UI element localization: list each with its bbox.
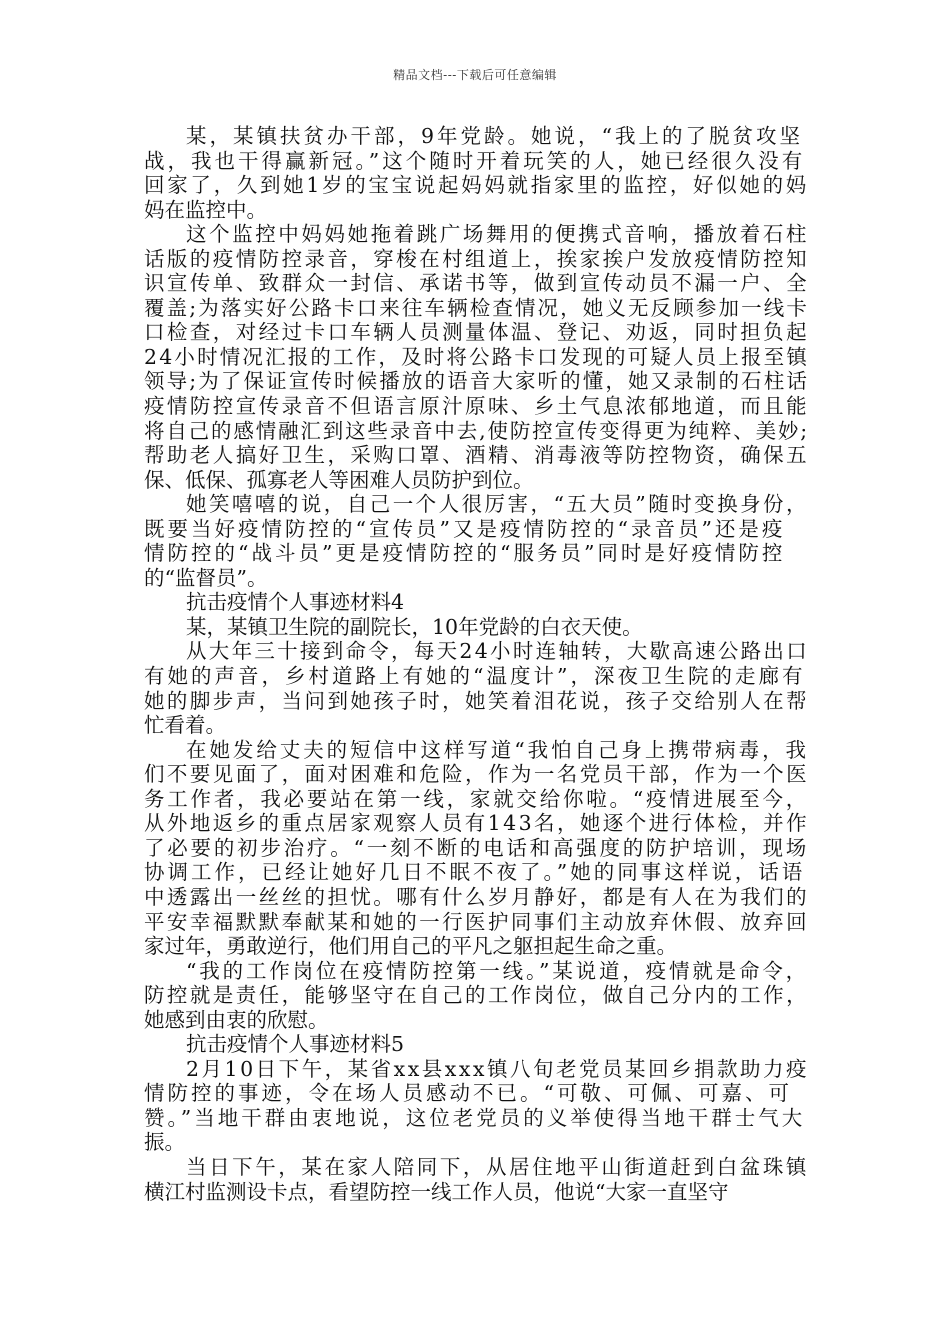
text-line: 抗击疫情个人事迹材料5 [186,1032,405,1057]
text-line: 保、低保、孤寡老人等困难人员防护到位。 [144,467,534,492]
text-line: 某，某镇卫生院的副院长，10年党龄的白衣天使。 [186,614,643,639]
text-line: 家过年，勇敢逆行，他们用自己的平凡之躯担起生命之重。 [144,934,677,959]
text-line: 24小时情况汇报的工作，及时将公路卡口发现的可疑人员上报至镇 [144,344,809,369]
text-line: 从外地返乡的重点居家观察人员有143名，她逐个进行体检，并作 [144,811,809,836]
text-line: 将自己的感情融汇到这些录音中去,使防控宣传变得更为纯粹、美妙; [144,418,809,443]
text-line: 在她发给丈夫的短信中这样写道“我怕自己身上携带病毒，我 [186,737,809,762]
text-line: 她笑嘻嘻的说，自己一个人很厉害，“五大员”随时变换身份， [186,492,809,517]
text-line: 她的脚步声，当问到她孩子时，她笑着泪花说，孩子交给别人在帮 [144,688,809,713]
text-line: “我的工作岗位在疫情防控第一线。”某说道，疫情就是命令， [186,958,809,983]
text-line: 抗击疫情个人事迹材料4 [186,590,405,615]
text-line: 协调工作，已经让她好几日不眠不夜了。”她的同事这样说，话语 [144,860,806,885]
text-line: 情防控的“战斗员”更是疫情防控的“服务员”同时是好疫情防控 [144,541,786,566]
text-line: 平安幸福默默奉献某和她的一行医护同事们主动放弃休假、放弃回 [144,909,809,934]
text-line: 她感到由衷的欣慰。 [144,1007,329,1032]
text-line: 防控就是责任，能够坚守在自己的工作岗位，做自己分内的工作， [144,983,809,1008]
text-line: 了必要的初步治疗。“一刻不断的电话和高强度的防护培训，现场 [144,835,809,860]
document-body [144,124,809,1204]
text-line: 妈在监控中。 [144,197,267,222]
text-line: 战，我也干得赢新冠。”这个随时开着玩笑的人，她已经很久没有 [144,148,806,173]
text-line: 帮助老人搞好卫生，采购口罩、酒精、消毒液等防控物资，确保五 [144,443,809,468]
text-line: 回家了，久到她1岁的宝宝说起妈妈就指家里的监控，好似她的妈 [144,173,809,198]
text-line: 这个监控中妈妈她拖着跳广场舞用的便携式音响，播放着石柱 [186,222,809,247]
text-line: 领导;为了保证宣传时候播放的语音大家听的懂，她又录制的石柱话 [144,369,809,394]
text-line: 从大年三十接到命令，每天24小时连轴转，大歇高速公路出口 [186,639,809,664]
text-line: 振。 [144,1130,185,1155]
text-line: 有她的声音，乡村道路上有她的“温度计”，深夜卫生院的走廊有 [144,664,806,689]
text-line: 当日下午，某在家人陪同下，从居住地平山街道赶到白盆珠镇 [186,1154,809,1179]
text-line: 疫情防控宣传录音不但语言原汁原味、乡土气息浓郁地道，而且能 [144,394,809,419]
text-line: 们不要见面了，面对困难和危险，作为一名党员干部，作为一个医 [144,762,809,787]
text-line: 的“监督员”。 [144,565,268,590]
text-line: 口检查，对经过卡口车辆人员测量体温、登记、劝返，同时担负起 [144,320,809,345]
text-line: 务工作者，我必要站在第一线，家就交给你啦。“疫情进展至今， [144,786,809,811]
text-line: 情防控的事迹，令在场人员感动不已。“可敬、可佩、可嘉、可 [144,1081,792,1106]
text-line: 既要当好疫情防控的“宣传员”又是疫情防控的“录音员”还是疫 [144,516,786,541]
text-line: 某，某镇扶贫办干部，9年党龄。她说，“我上的了脱贫攻坚 [186,124,804,148]
text-line: 中透露出一丝丝的担忧。哪有什么岁月静好，都是有人在为我们的 [144,884,809,909]
text-line: 2月10日下午，某省xx县xxx镇八旬老党员某回乡捐款助力疫 [186,1056,809,1081]
text-line: 话版的疫情防控录音，穿梭在村组道上，挨家挨户发放疫情防控知 [144,246,809,271]
text-line: 覆盖;为落实好公路卡口来往车辆检查情况，她义无反顾参加一线卡 [144,295,809,320]
page-header: 精品文档---下载后可任意编辑 [393,68,557,82]
text-line: 识宣传单、致群众一封信、承诺书等，做到宣传动员不漏一户、全 [144,271,809,296]
text-line: 忙看着。 [144,713,226,738]
text-line: 横江村监测设卡点，看望防控一线工作人员，他说“大家一直坚守 [144,1179,729,1204]
text-line: 赞。”当地干群由衷地说，这位老党员的义举使得当地干群士气大 [144,1105,806,1130]
